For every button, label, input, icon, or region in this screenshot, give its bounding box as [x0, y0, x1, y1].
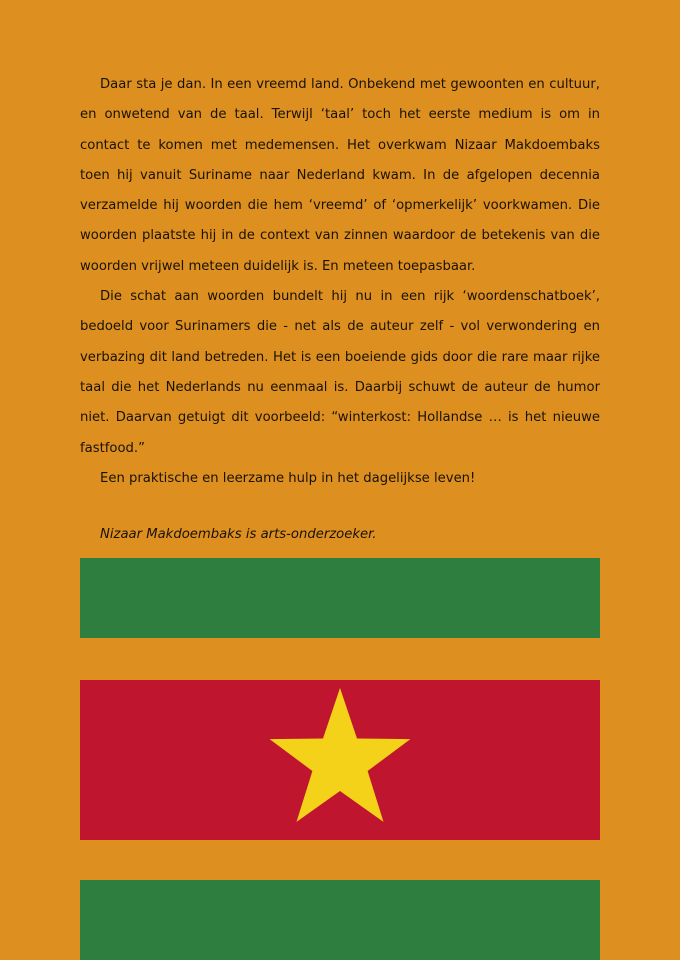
- flag-stripe-green-top: [80, 558, 600, 638]
- flag-stripe-green-bottom: [80, 880, 600, 960]
- paragraph-closing: Een praktische en leerzame hulp in het dagelijkse leven!: [100, 470, 476, 486]
- paragraph-description: Die schat aan woorden bundelt hij nu in een rijk ‘woordenschatboek’, bedoeld voor Surinamers die - net als de auteur zelf - vol verwondering en verbazing dit land betreden. Het is een boeiende gids door die rare maar rijke taal die het Nederlands nu eenmaal is. Daarbij schuwt de auteur de humor niet. Daarvan getuigt dit voorbeeld: “winterkost: Hollandse … is het nieuwe fastfood.”: [80, 289, 600, 456]
- author-note: Nizaar Makdoembaks is arts-onderzoeker.: [100, 527, 377, 543]
- back-cover-text: [80, 70, 600, 550]
- paragraph-intro: Daar sta je dan. In een vreemd land. Onbekend met gewoonten en cultuur, en onwetend van de taal. Terwijl ‘taal’ toch het eerste medium is om in contact te komen met medemensen. Het overkwam Nizaar Makdoembaks toen hij vanuit Suriname naar Nederland kwam. In de afgelopen decennia verzamelde hij woorden die hem ‘vreemd’ of ‘opmerkelijk’ voorkwamen. Die woorden plaatste hij in de context van zinnen waardoor de betekenis van die woorden vrijwel meteen duidelijk is. En meteen toepasbaar.: [80, 77, 600, 274]
- flag-stripe-red: [80, 680, 600, 840]
- star-icon: [80, 680, 600, 840]
